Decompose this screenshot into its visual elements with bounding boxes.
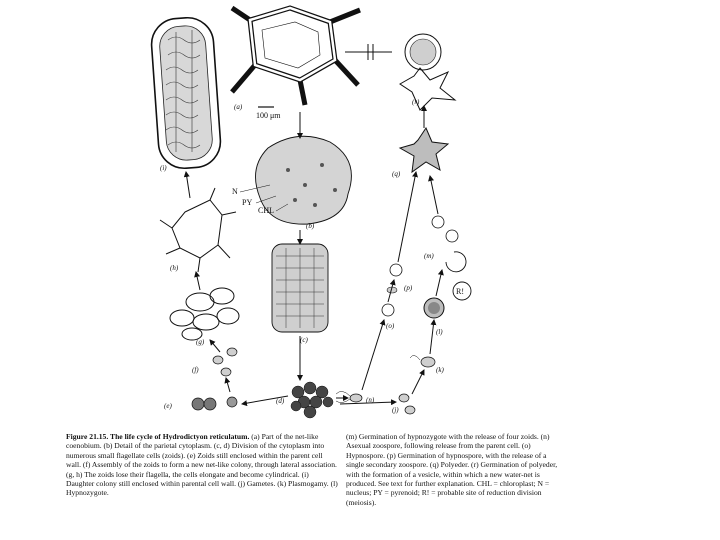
panel-label-k: (k) [436,366,444,374]
label-chloroplast: CHL [258,206,274,215]
panel-m-hypnozygote-germination [432,216,466,272]
panel-o-hypnospore [382,304,394,316]
panel-q-polyeder [400,128,448,172]
panel-label-g: (g) [196,338,205,346]
panel-i-cylindrical-cell [150,16,222,170]
panel-label-i: (i) [160,164,167,172]
panel-j-gametes [399,394,415,414]
caption-left [66,432,338,498]
panel-e-zoids-in-wall [192,397,237,410]
panel-n-zoospore [336,391,362,402]
panel-label-m: (m) [424,252,434,260]
caption-right-text: (m) Germination of hypnozygote with the release of four zoids. (n) Asexual zoospore, following release from the parent cell. (o) Hypnospore. (p) Germination of hypnospore, with the release of a single secondary zoospore. (q) Polyeder. (r) Germination of polyeder, with the formation of a vesicle, within which a new water-net is produced. See text for further explanation. CHL = chloroplast; N = nucleus; PY = pyrenoid; R! = probable site of reduction division (meiosis). [346,432,558,507]
panel-label-r: (r) [412,98,420,106]
caption-left-text: (a) Part of the net-like coenobium. (b) Detail of the parietal cytoplasm. (c, d) Division of the cytoplasm into numerous small flagellate cells (zoids). (e) Zoids still enclosed within the parent cell wall. (f) Assembly of the zoids to form a new net-like colony, through lateral association. (g, h) The zoids lose their flagella, the cells elongate and become cylindrical. (i) Daughter colony still enclosed within parental cell wall. (j) Gametes. (k) Plasmogamy. (l) Hypnozygote. [66,432,338,498]
panel-label-j: (j) [392,406,399,414]
panel-k-plasmogamy [410,355,435,367]
panel-p-germination [387,264,402,293]
panel-l-hypnozygote [424,298,444,318]
panel-label-p: (p) [404,284,413,292]
panel-label-c: (c) [300,336,308,344]
panel-label-d: (d) [276,397,285,405]
panel-r-vesicle [400,34,455,110]
panel-label-l: (l) [436,328,443,336]
panel-label-q: (q) [392,170,401,178]
label-nucleus: N [232,187,238,196]
label-pyrenoid: PY [242,198,253,207]
panel-d-zoid-cluster [291,382,333,418]
scale-bar-label: 100 μm [256,111,281,120]
panel-label-a: (a) [234,103,243,111]
caption-title: Figure 21.15. The life cycle of Hydrodictyon reticulatum. [66,432,250,441]
panel-label-b: (b) [306,222,315,230]
panel-label-o: (o) [386,322,395,330]
panel-h-young-net [160,188,236,272]
panel-label-f: (f) [192,366,199,374]
panel-g-assembling [170,288,239,340]
panel-c-division [272,244,328,332]
meiosis-label: R! [456,287,464,296]
panel-f-zoids [213,348,237,376]
caption-right [346,432,561,507]
panel-label-h: (h) [170,264,179,272]
panel-label-e: (e) [164,402,172,410]
panel-label-n: (n) [366,396,375,404]
